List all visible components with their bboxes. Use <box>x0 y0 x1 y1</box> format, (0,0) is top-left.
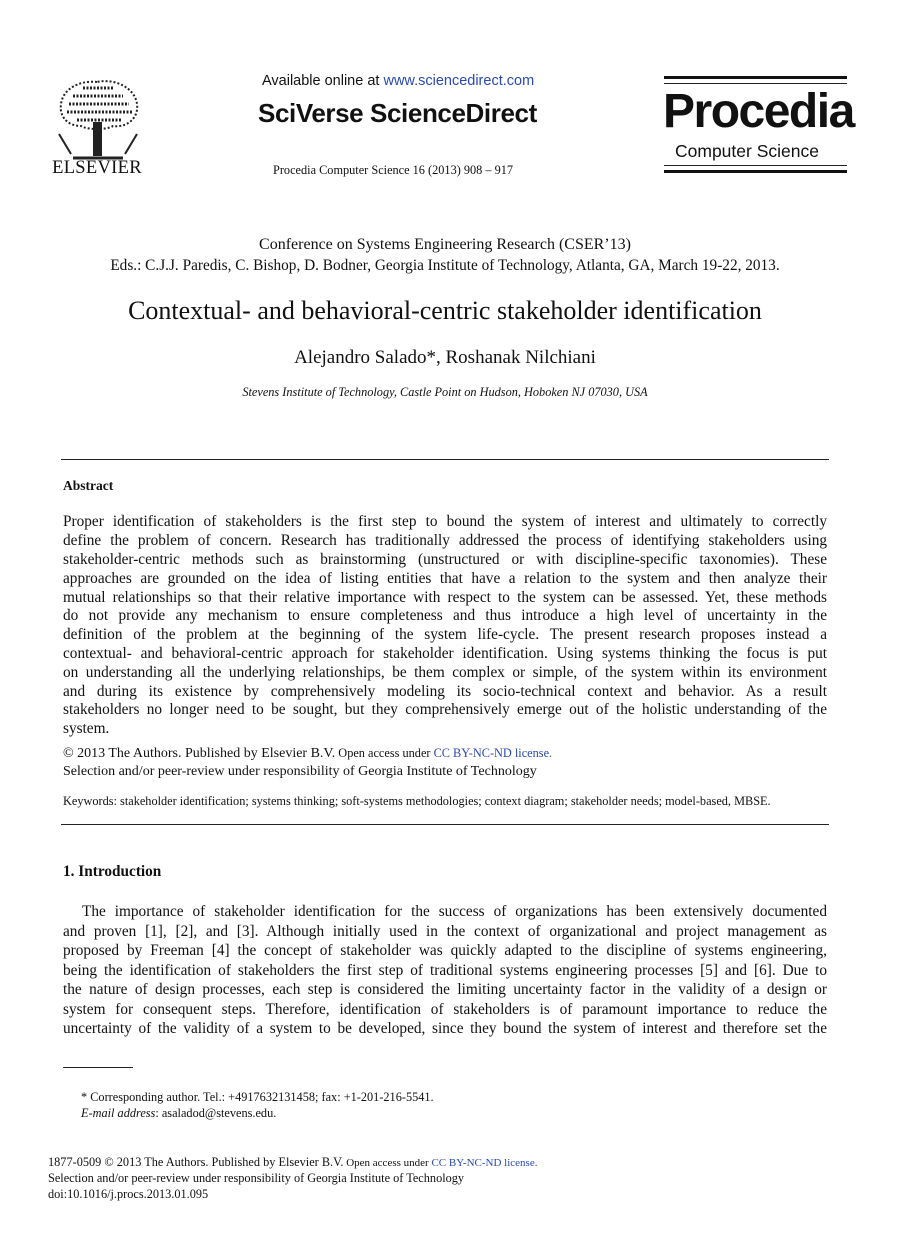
abstract-line: and during its existence by comprehensively modeling its socio-technical context and behavior. As a result <box>63 683 827 700</box>
journal-reference: Procedia Computer Science 16 (2013) 908 – 917 <box>273 163 514 177</box>
footer-open-access: Open access under <box>343 1157 432 1169</box>
procedia-bottom-rule-2 <box>664 170 847 173</box>
sciverse-logo: SciVerse ScienceDirect <box>258 98 537 128</box>
intro-line: proposed by Freeman [4] the concept of stakeholder was quickly adapted to the discipline of systems engineering, <box>63 942 827 959</box>
email-label: E-mail address <box>81 1106 156 1120</box>
intro-heading: 1. Introduction <box>63 863 162 880</box>
copyright-text: © 2013 The Authors. Published by Elsevier B.V. <box>63 746 336 761</box>
abstract-line: contextual- and behavioral-centric approach for stakeholder identification. Using systems thinking the focus is put <box>63 645 827 662</box>
abstract-line: define the problem of concern. Research has traditionally addressed the process of identifying stakeholders using <box>63 532 827 549</box>
keywords: Keywords: stakeholder identification; systems thinking; soft-systems methodologies; context diagram; stakeholder needs; model-based, MBSE. <box>63 794 771 808</box>
available-prefix: Available online at <box>262 73 384 89</box>
sciencedirect-link[interactable]: www.sciencedirect.com <box>383 73 535 89</box>
abstract-line: system. <box>63 720 110 737</box>
open-access-text: Open access under <box>335 746 434 760</box>
abstract-top-rule <box>61 459 829 460</box>
abstract-copyright <box>63 746 552 762</box>
procedia-top-rule-1 <box>664 76 847 79</box>
abstract-line: stakeholders no longer need to be sought, but they comprehensively emerge out of the holistic understanding of the <box>63 701 827 718</box>
abstract-line: Proper identification of stakeholders is the first step to bound the system of interest and ultimately to correctly <box>63 513 827 530</box>
footnote-rule <box>63 1067 133 1068</box>
issn-text: 1877-0509 © 2013 The Authors. Published by Elsevier B.V. <box>48 1155 344 1169</box>
elsevier-logo <box>53 74 145 164</box>
abstract-line: on understanding all the underlying relationships, be them complex or simple, of the system within its environment <box>63 664 827 681</box>
corresponding-author: * Corresponding author. Tel.: +4917632131458; fax: +1-201-216-5541. <box>81 1090 434 1104</box>
footer-review: Selection and/or peer-review under responsibility of Georgia Institute of Technology <box>48 1171 465 1185</box>
footer-issn <box>48 1155 537 1170</box>
abstract-line: mutual relationships so that their relative importance with respect to the system can be assessed. Yet, these methods <box>63 589 827 606</box>
elsevier-tree-icon <box>53 74 145 164</box>
email-line <box>81 1106 276 1121</box>
intro-line: system for consequent steps. Therefore, identification of stakeholders is of paramount importance to reduce the <box>63 1001 827 1018</box>
conference-editors: Eds.: C.J.J. Paredis, C. Bishop, D. Bodner, Georgia Institute of Technology, Atlanta, GA, March 19-22, 2013. <box>110 257 780 274</box>
abstract-line: stakeholder-centric methods such as brainstorming (unstructured or with discipline-specific taxonomies). These <box>63 551 827 568</box>
abstract-heading: Abstract <box>63 478 114 493</box>
intro-line: being the identification of stakeholders the first step of traditional systems engineering processes [5] and [6]. Due to <box>63 962 827 979</box>
intro-line: The importance of stakeholder identification for the success of organizations has been extensively documented <box>82 903 827 920</box>
available-online <box>262 73 534 89</box>
abstract-line: definition of the problem at the beginning of the system life-cycle. The present research proposes instead a <box>63 626 827 643</box>
conference-name: Conference on Systems Engineering Research (CSER’13) <box>259 236 631 253</box>
email-address: : asaladod@stevens.edu. <box>155 1106 277 1120</box>
abstract-line: approaches are grounded on the idea of listing entities that have a relation to the system and then analyze their <box>63 570 827 587</box>
intro-line: the nature of design processes, each step is considered the limiting uncertainty factor in the validity of a design or <box>63 981 827 998</box>
procedia-bottom-rule-1 <box>664 165 847 166</box>
affiliation: Stevens Institute of Technology, Castle Point on Hudson, Hoboken NJ 07030, USA <box>242 385 648 399</box>
abstract-bottom-rule <box>61 824 829 825</box>
intro-line: and proven [1], [2], and [3]. Although initially used in the context of organizational and project management as <box>63 923 827 940</box>
intro-line: uncertainty of the validity of a system to be developed, since they bound the system of interest and therefore set the <box>63 1020 827 1037</box>
paper-title: Contextual- and behavioral-centric stakeholder identification <box>128 296 762 325</box>
authors: Alejandro Salado*, Roshanak Nilchiani <box>294 347 596 368</box>
abstract-line: do not provide any mechanism to ensure completeness and thus introduce a high level of uncertainty in the <box>63 607 827 624</box>
elsevier-wordmark: ELSEVIER <box>52 158 142 178</box>
procedia-subtitle: Computer Science <box>675 141 819 161</box>
footer-license-link[interactable]: CC BY-NC-ND license. <box>431 1157 538 1169</box>
procedia-logo: Procedia <box>663 85 854 138</box>
footer-doi[interactable]: doi:10.1016/j.procs.2013.01.095 <box>48 1187 209 1201</box>
license-link[interactable]: CC BY-NC-ND license. <box>433 746 553 760</box>
abstract-review: Selection and/or peer-review under responsibility of Georgia Institute of Technology <box>63 764 537 779</box>
